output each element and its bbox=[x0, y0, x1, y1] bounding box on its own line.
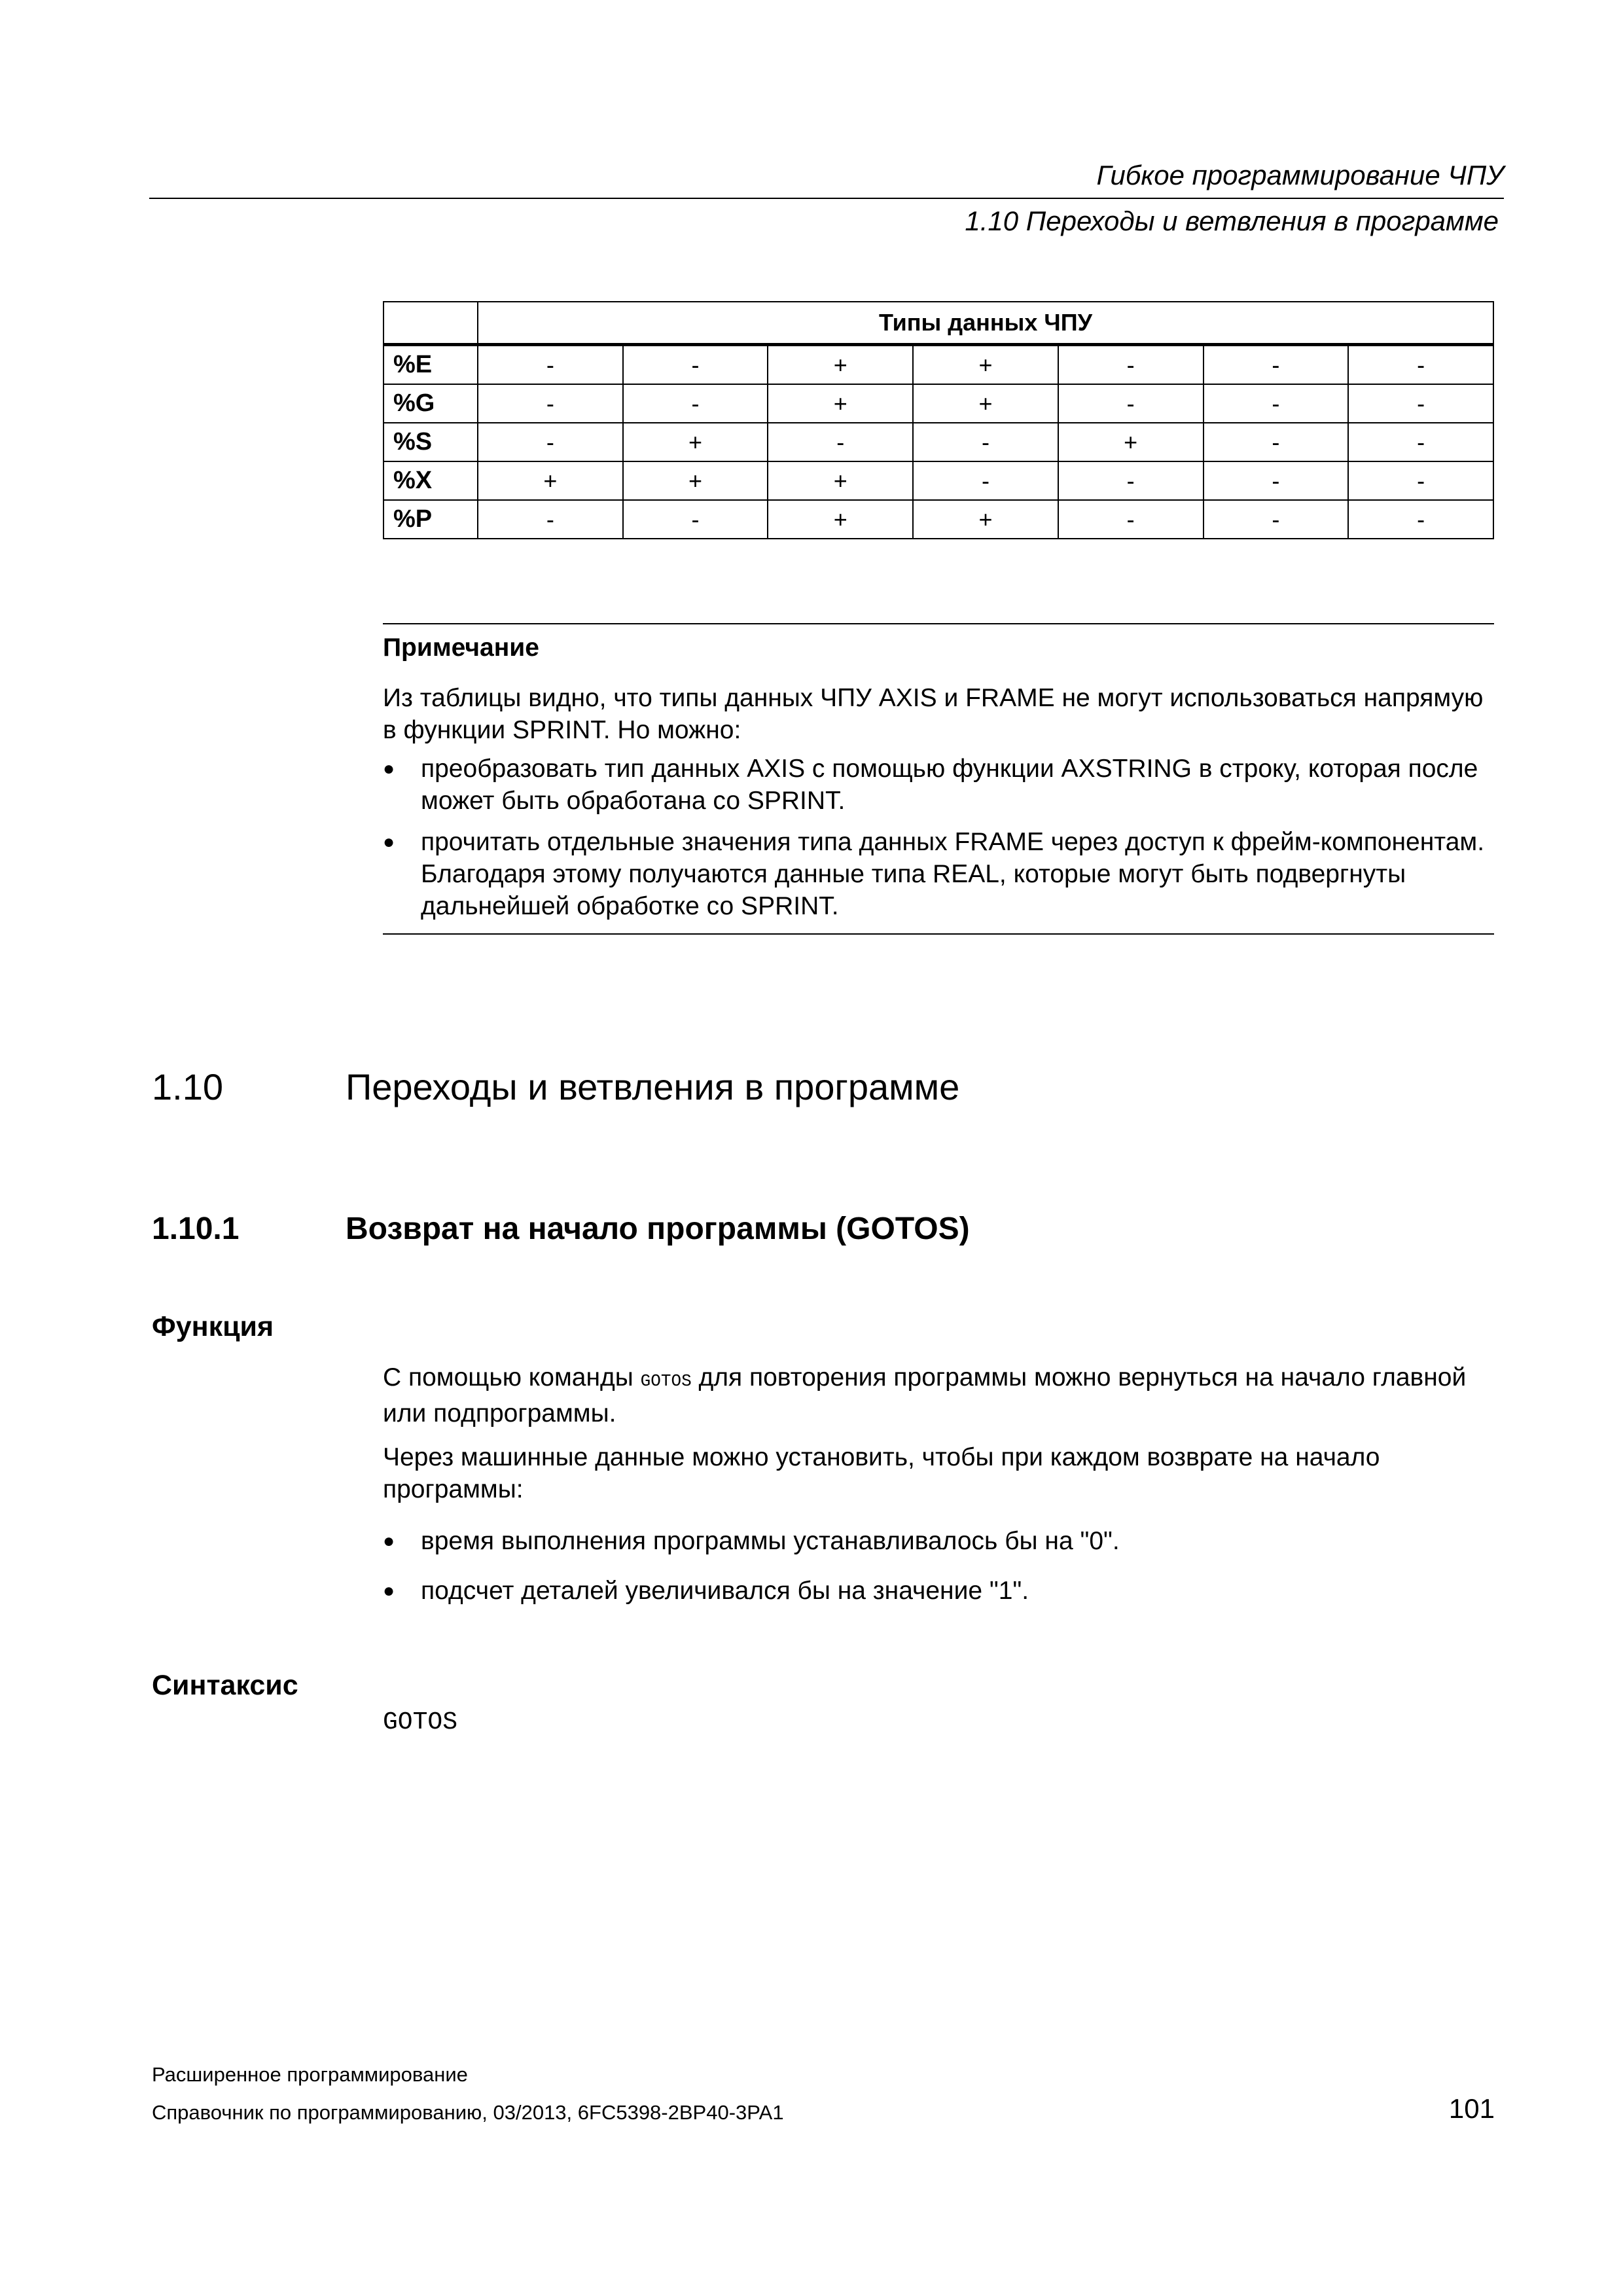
list-item-text: время выполнения программы устанавливалось бы на "0". bbox=[421, 1527, 1120, 1555]
table-cell: - bbox=[1058, 461, 1204, 500]
table-cell: - bbox=[1058, 384, 1204, 423]
bullet-dot-icon: ● bbox=[383, 758, 395, 780]
list-item-text: подсчет деталей увеличивался бы на значение "1". bbox=[421, 1577, 1029, 1605]
nc-data-types-table bbox=[383, 301, 1494, 539]
table-cell: + bbox=[1058, 423, 1204, 461]
table-row bbox=[383, 500, 1493, 539]
subsection-number: 1.10.1 bbox=[152, 1211, 240, 1246]
bullet-dot-icon: ● bbox=[383, 1580, 395, 1602]
table-cell: + bbox=[768, 345, 913, 385]
table-cell: + bbox=[623, 423, 768, 461]
row-label: %G bbox=[383, 384, 478, 423]
table-cell: - bbox=[1348, 461, 1493, 500]
table-cell: - bbox=[1058, 345, 1204, 385]
table-cell: + bbox=[913, 345, 1058, 385]
row-label: %P bbox=[383, 500, 478, 539]
bullet-dot-icon: ● bbox=[383, 831, 395, 853]
table-cell: - bbox=[1204, 384, 1349, 423]
table-cell: - bbox=[1204, 423, 1349, 461]
inline-code: GOTOS bbox=[640, 1371, 692, 1391]
row-label: %X bbox=[383, 461, 478, 500]
function-paragraph-1 bbox=[383, 1361, 1495, 1429]
page-number: 101 bbox=[1448, 2093, 1495, 2124]
note-rule-top bbox=[383, 623, 1494, 624]
syntax-label: Синтаксис bbox=[152, 1670, 298, 1701]
function-paragraph-2: Через машинные данные можно установить, чтобы при каждом возврате на начало программы: bbox=[383, 1443, 1380, 1503]
table-cell: + bbox=[768, 461, 913, 500]
table-cell: - bbox=[1348, 345, 1493, 385]
running-header-chapter: Гибкое программирование ЧПУ bbox=[1096, 160, 1504, 190]
table-cell: - bbox=[478, 345, 623, 385]
function-label: Функция bbox=[152, 1311, 274, 1342]
table-cell: - bbox=[1204, 500, 1349, 539]
footer-doc-info: Справочник по программированию, 03/2013, 6FC5398-2BP40-3PA1 bbox=[152, 2101, 784, 2124]
table-cell: + bbox=[913, 500, 1058, 539]
table-cell: - bbox=[1204, 461, 1349, 500]
table-row bbox=[383, 384, 1493, 423]
table-cell: + bbox=[623, 461, 768, 500]
function-text-after: для повторения программы можно вернуться на начало главной или подпрограммы. bbox=[383, 1363, 1467, 1427]
table-cell: - bbox=[478, 384, 623, 423]
function-text-before: С помощью команды bbox=[383, 1363, 641, 1391]
section-number: 1.10 bbox=[152, 1066, 223, 1107]
table-corner-cell bbox=[383, 302, 478, 345]
row-label: %S bbox=[383, 423, 478, 461]
table-cell: - bbox=[768, 423, 913, 461]
table-row bbox=[383, 423, 1493, 461]
header-rule bbox=[149, 198, 1504, 199]
table-cell: + bbox=[768, 500, 913, 539]
table-cell: - bbox=[623, 345, 768, 385]
table-cell: + bbox=[913, 384, 1058, 423]
list-item-text: преобразовать тип данных AXIS с помощью функции AXSTRING в строку, которая после может быть обработана со SPRINT. bbox=[421, 755, 1478, 815]
table-cell: + bbox=[768, 384, 913, 423]
running-header-section: 1.10 Переходы и ветвления в программе bbox=[965, 206, 1499, 236]
table-cell: + bbox=[478, 461, 623, 500]
bullet-dot-icon: ● bbox=[383, 1530, 395, 1552]
row-label: %E bbox=[383, 345, 478, 385]
table-cell: - bbox=[623, 500, 768, 539]
table-row bbox=[383, 461, 1493, 500]
table-cell: - bbox=[1204, 345, 1349, 385]
list-item-text: прочитать отдельные значения типа данных FRAME через доступ к фрейм-компонентам. Благодаря этому получаются данные типа REAL, которые могут быть подвергнуты дальнейшей обработке со SPRINT. bbox=[421, 828, 1485, 920]
table-cell: - bbox=[913, 461, 1058, 500]
table-cell: - bbox=[1058, 500, 1204, 539]
table-cell: - bbox=[1348, 384, 1493, 423]
footer-book-title: Расширенное программирование bbox=[152, 2063, 468, 2086]
table-header-row bbox=[383, 302, 1493, 345]
table-cell: - bbox=[478, 500, 623, 539]
table-cell: - bbox=[478, 423, 623, 461]
table-cell: - bbox=[1348, 500, 1493, 539]
subsection-title: Возврат на начало программы (GOTOS) bbox=[346, 1211, 970, 1246]
table-title: Типы данных ЧПУ bbox=[478, 302, 1493, 345]
table-cell: - bbox=[913, 423, 1058, 461]
section-title: Переходы и ветвления в программе bbox=[346, 1066, 960, 1107]
table-row bbox=[383, 345, 1493, 385]
table-cell: - bbox=[623, 384, 768, 423]
note-rule-bottom bbox=[383, 933, 1494, 935]
table-cell: - bbox=[1348, 423, 1493, 461]
syntax-code: GOTOS bbox=[383, 1708, 458, 1736]
note-title: Примечание bbox=[383, 634, 539, 662]
note-text: Из таблицы видно, что типы данных ЧПУ AXIS и FRAME не могут использоваться напрямую в функции SPRINT. Но можно: bbox=[383, 684, 1484, 744]
